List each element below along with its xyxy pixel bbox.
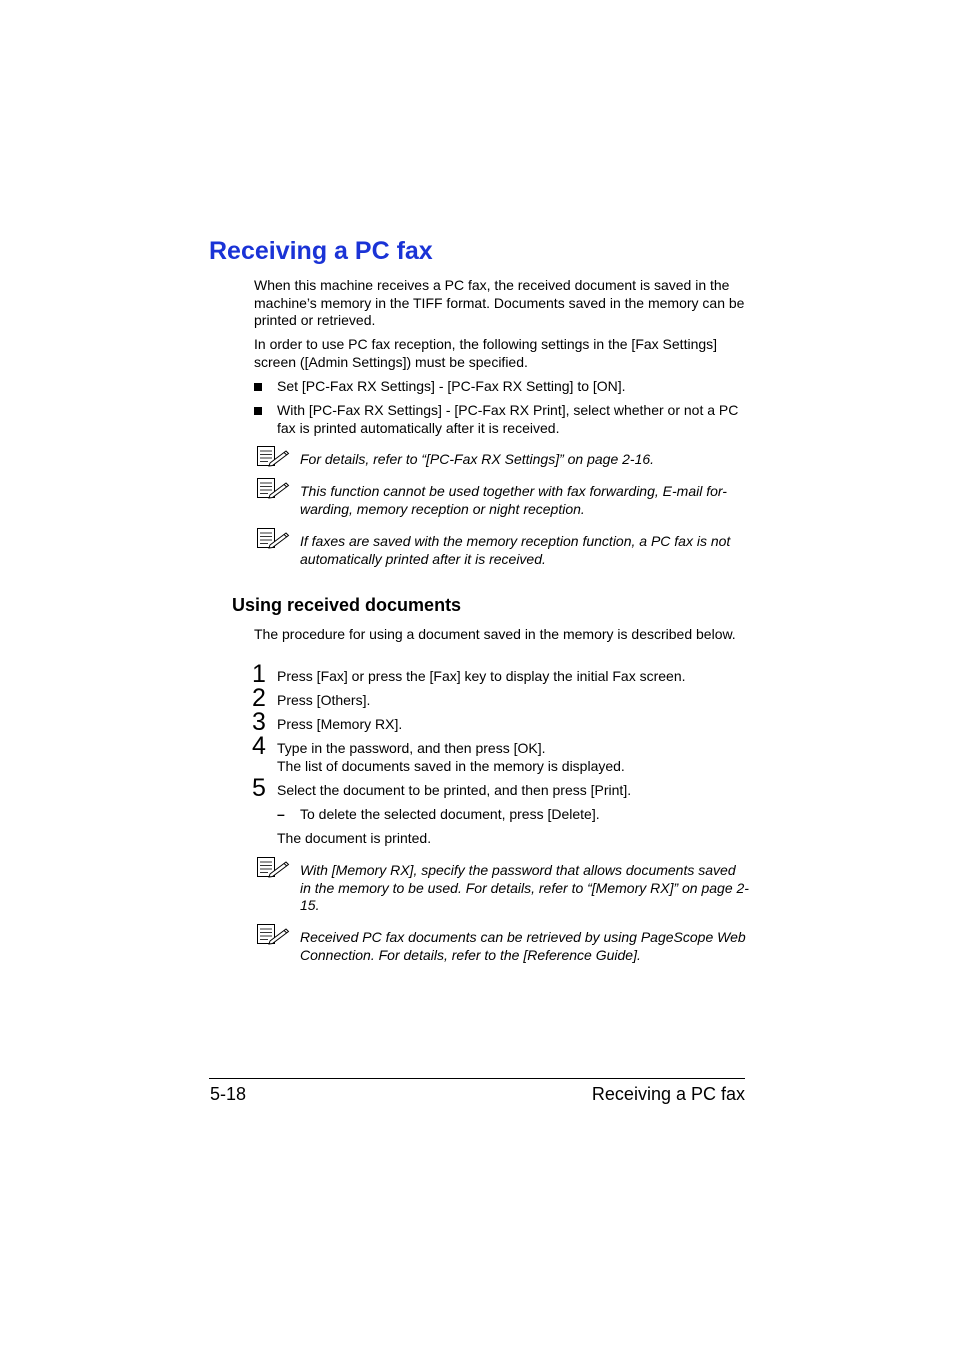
step-number: 4 (252, 732, 266, 760)
step-text: Press [Memory RX]. (277, 716, 403, 732)
bullet-square-icon (254, 383, 262, 391)
bullet-item (254, 378, 749, 396)
note-text: For details, refer to “[PC-Fax RX Settings]” on page 2-16. (300, 451, 655, 467)
step-number: 2 (252, 684, 266, 712)
step-number: 5 (252, 774, 266, 802)
note-text: Received PC fax documents can be retrieved by using PageScope Web Connection. For details, refer to the [Reference Guide]. (300, 929, 746, 963)
step-text: Select the document to be printed, and then press [Print]. (277, 782, 632, 798)
note-pencil-icon (256, 527, 290, 549)
step-result: The document is printed. (277, 830, 432, 846)
note-text: This function cannot be used together with fax forwarding, E-mail for-warding, memory reception or night reception. (300, 483, 727, 517)
step-text: Press [Fax] or press the [Fax] key to display the initial Fax screen. (277, 668, 686, 684)
step-text: Press [Others]. (277, 692, 371, 708)
step-text: Type in the password, and then press [OK]. (277, 740, 546, 756)
note-pencil-icon (256, 856, 290, 878)
note-pencil-icon (256, 445, 290, 467)
intro-paragraph-1: When this machine receives a PC fax, the received document is saved in the machine’s memory in the TIFF format. Documents saved in the memory can be printed or retrieved. (254, 277, 745, 329)
note-text: If faxes are saved with the memory reception function, a PC fax is not automatically printed after it is received. (300, 533, 731, 567)
sub-step-text: To delete the selected document, press [Delete]. (300, 806, 600, 822)
note-text: With [Memory RX], specify the password that allows documents saved in the memory to be used. For details, refer to “[Memory RX]” on page 2-15. (300, 862, 749, 914)
note-pencil-icon (256, 477, 290, 499)
footer-divider (209, 1078, 745, 1079)
procedure-intro: The procedure for using a document saved in the memory is described below. (254, 626, 736, 642)
bullet-item (254, 402, 749, 438)
sub-bullet-dash: – (277, 806, 285, 822)
footer-page-number: 5-18 (210, 1084, 247, 1104)
step-number: 3 (252, 708, 266, 736)
bullet-text: With [PC-Fax RX Settings] - [PC-Fax RX Print], select whether or not a PC fax is printed automatically after it is received. (277, 402, 739, 436)
intro-paragraph-2: In order to use PC fax reception, the following settings in the [Fax Settings] screen ([Admin Settings]) must be specified. (254, 336, 718, 370)
note-pencil-icon (256, 923, 290, 945)
step-number: 1 (252, 660, 266, 688)
page-title: Receiving a PC fax (209, 237, 433, 265)
bullet-square-icon (254, 407, 262, 415)
footer-section-title: Receiving a PC fax (591, 1084, 745, 1104)
step-result: The list of documents saved in the memory is displayed. (277, 758, 625, 774)
bullet-text: Set [PC-Fax RX Settings] - [PC-Fax RX Setting] to [ON]. (277, 378, 626, 394)
section-subheading: Using received documents (232, 595, 462, 615)
